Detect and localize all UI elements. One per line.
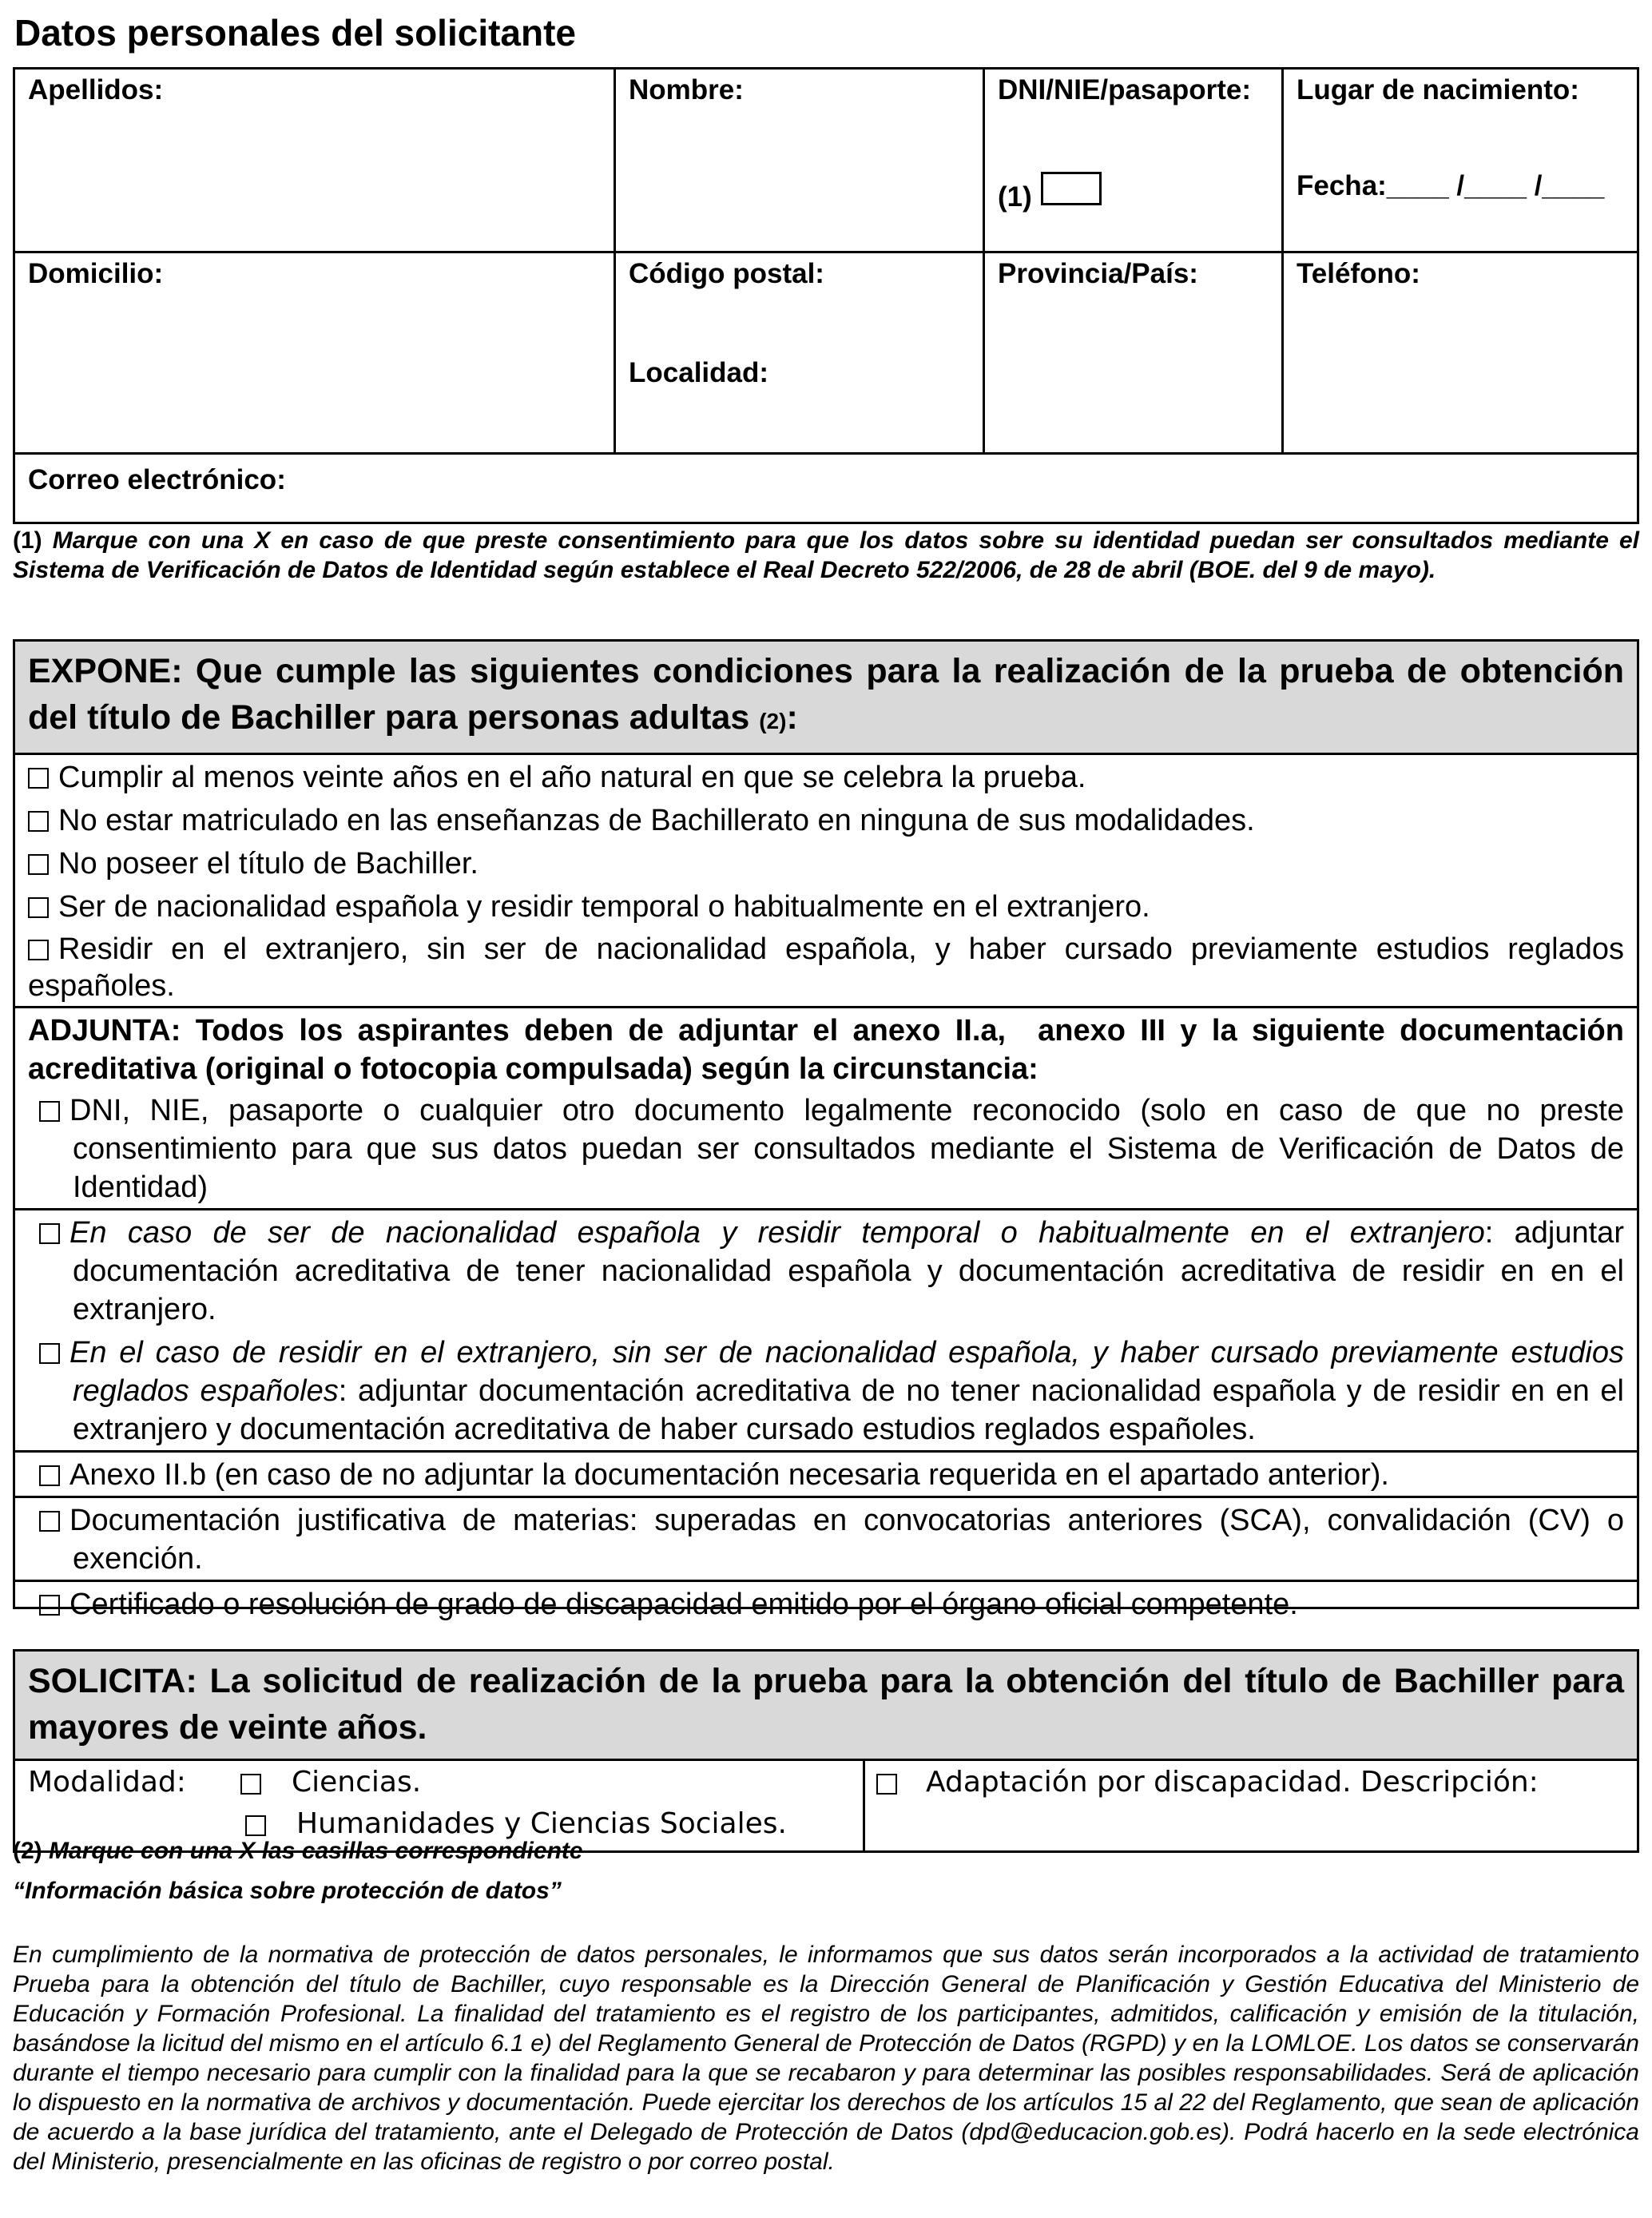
footnote-text: Marque con una X las casillas correspondiente	[49, 1838, 583, 1864]
condition-item	[15, 841, 1637, 884]
checkbox-icon[interactable]	[39, 1595, 60, 1616]
dni-label: DNI/NIE/pasaporte:	[998, 74, 1251, 105]
footnote-text: Marque con una X en caso de que preste consentimiento para que los datos sobre su identidad puedan ser consultados mediante el Sistema de Verificación de Datos de Identidad según establece el Real Decreto 522/2006, de 28 de abril (BOE. del 9 de mayo).	[13, 527, 1639, 583]
nombre-field[interactable]	[616, 70, 985, 253]
nacimiento-field[interactable]	[1284, 70, 1637, 253]
personal-data-table	[13, 67, 1639, 524]
provincia-label: Provincia/País:	[998, 258, 1198, 289]
document-item	[15, 1453, 1637, 1498]
document-text: Documentación justificativa de materias: superadas en convocatorias anteriores (SCA), convalidación (CV) o exención.	[69, 1504, 1624, 1576]
condition-text: Ser de nacionalidad española y residir temporal o habitualmente en el extranjero.	[58, 890, 1150, 924]
apellidos-field[interactable]	[15, 70, 616, 253]
condition-item	[15, 798, 1637, 841]
condition-item	[15, 755, 1637, 798]
checkbox-icon[interactable]	[876, 1774, 897, 1795]
privacy-text: En cumplimiento de la normativa de protección de datos personales, le informamos que sus datos serán incorporados a la actividad de tratamiento Prueba para la obtención del título de Bachiller, cuyo responsable es la Dirección General de Planificación y Gestión Educativa del Ministerio de Educación y Formación Profesional. La finalidad del tratamiento es el registro de los participantes, admitidos, calificación y emisión de la titulación, basándose la licitud del mismo en el artículo 6.1 e) del Reglamento General de Protección de Datos (RGPD) y en la LOMLOE. Los datos se conservarán durante el tiempo necesario para cumplir con la finalidad para la que se recabaron y para determinar las posibles responsabilidades. Será de aplicación lo dispuesto en la normativa de archivos y documentación. Puede ejercitar los derechos de los artículos 15 al 22 del Reglamento, que sean de aplicación de acuerdo a la base jurídica del tratamiento, ante el Delegado de Protección de Datos (dpd@educacion.gob.es). Podrá hacerlo en la sede electrónica del Ministerio, presencialmente en las oficinas de registro o por correo postal.	[13, 1942, 1639, 2175]
localidad-label: Localidad:	[629, 357, 769, 388]
document-text: DNI, NIE, pasaporte o cualquier otro documento legalmente reconocido (solo en caso de que no preste consentimiento para que sus datos puedan ser consultados mediante el Sistema de Verificación de Datos de Identidad)	[69, 1094, 1624, 1204]
expone-heading-end: :	[786, 698, 798, 737]
document-text: : adjuntar documentación acreditativa de no tener nacionalidad española y de residir en en el extranjero y documentación acreditativa de haber cursado estudios reglados españoles.	[73, 1374, 1624, 1446]
document-item	[15, 1582, 1637, 1625]
checkbox-icon[interactable]	[28, 811, 49, 832]
option-adaptacion[interactable]: Adaptación por discapacidad. Descripción:	[926, 1766, 1539, 1799]
footnote-mark: (2)	[13, 1838, 42, 1864]
codigo-postal-field[interactable]	[616, 253, 985, 455]
solicita-box	[13, 1649, 1639, 1853]
condition-item	[15, 928, 1637, 1008]
checkbox-icon[interactable]	[39, 1343, 60, 1364]
privacy-title: “Información básica sobre protección de datos”	[13, 1878, 562, 1904]
dni-field[interactable]	[985, 70, 1284, 253]
condition-text: No estar matriculado en las enseñanzas de Bachillerato en ninguna de sus modalidades.	[58, 804, 1255, 837]
checkbox-icon[interactable]	[28, 854, 49, 875]
checkbox-icon[interactable]	[39, 1465, 60, 1486]
condition-item	[15, 884, 1637, 928]
checkbox-icon[interactable]	[39, 1223, 60, 1244]
document-text-italic: En caso de ser de nacionalidad española y residir temporal o habitualmente en el extranjero	[69, 1216, 1485, 1250]
document-text: Anexo II.b (en caso de no adjuntar la documentación necesaria requerida en el apartado anterior).	[69, 1458, 1389, 1492]
domicilio-field[interactable]	[15, 253, 616, 455]
nombre-label: Nombre:	[629, 74, 744, 105]
correo-field[interactable]	[15, 455, 1637, 522]
apellidos-label: Apellidos:	[28, 74, 164, 105]
lugar-nacimiento-label: Lugar de nacimiento:	[1297, 74, 1579, 105]
footnote-checkboxes	[13, 1836, 1639, 1866]
option-humanidades[interactable]: Humanidades y Ciencias Sociales.	[296, 1807, 787, 1840]
adjunta-heading-part2: anexo III y la siguiente documentación acreditativa (original o fotocopia compulsada) según la circunstancia:	[28, 1014, 1624, 1086]
footnote-mark: (1)	[13, 527, 42, 554]
option-ciencias[interactable]: Ciencias.	[292, 1766, 422, 1799]
document-text: : adjuntar documentación acreditativa de tener nacionalidad española y documentación acreditativa de residir en en el extranjero.	[73, 1216, 1624, 1326]
expone-heading-note: (2)	[759, 709, 787, 733]
checkbox-icon[interactable]	[28, 897, 49, 918]
document-item	[15, 1088, 1637, 1210]
checkbox-icon[interactable]	[28, 768, 49, 789]
modalidad-label: Modalidad:	[28, 1766, 186, 1799]
section-title: Datos personales del solicitante	[14, 12, 577, 54]
checkbox-icon[interactable]	[245, 1815, 266, 1836]
document-text: Certificado o resolución de grado de discapacidad emitido por el órgano oficial competente.	[69, 1588, 1298, 1621]
document-item	[15, 1210, 1637, 1330]
adjunta-heading-part1: ADJUNTA: Todos los aspirantes deben de adjuntar el anexo II.a,	[28, 1014, 1007, 1047]
condition-text: Residir en el extranjero, sin ser de nacionalidad española, y haber cursado previamente estudios reglados españoles.	[28, 932, 1624, 1003]
checkbox-icon[interactable]	[240, 1774, 261, 1795]
correo-label: Correo electrónico:	[28, 464, 286, 495]
document-item	[15, 1498, 1637, 1582]
expone-box	[13, 639, 1639, 1621]
condition-text: No poseer el título de Bachiller.	[58, 847, 479, 880]
provincia-field[interactable]	[985, 253, 1284, 455]
expone-heading	[15, 642, 1637, 755]
domicilio-label: Domicilio:	[28, 258, 164, 289]
codigo-postal-label: Código postal:	[629, 258, 824, 289]
checkbox-icon[interactable]	[28, 940, 49, 960]
document-item	[15, 1330, 1637, 1453]
fecha-label: Fecha:____ /____ /____	[1297, 170, 1605, 201]
telefono-field[interactable]	[1284, 253, 1637, 455]
adjunta-heading	[15, 1008, 1637, 1088]
telefono-label: Teléfono:	[1297, 258, 1420, 289]
checkbox-icon[interactable]	[39, 1101, 60, 1122]
dni-footnote-mark: (1)	[998, 181, 1032, 213]
document-text-italic: En el caso de residir en el extranjero, sin ser de nacionalidad española, y haber cursado previamente estudios reglados españoles	[69, 1336, 1624, 1408]
consent-checkbox[interactable]	[1041, 172, 1102, 205]
condition-text: Cumplir al menos veinte años en el año natural en que se celebra la prueba.	[58, 761, 1086, 794]
solicita-heading: SOLICITA: La solicitud de realización de la prueba para la obtención del título de Bachiller para mayores de veinte años.	[15, 1652, 1637, 1761]
footnote-consent	[13, 526, 1639, 585]
expone-heading-text: EXPONE: Que cumple las siguientes condiciones para la realización de la prueba de obtención del título de Bachiller para personas adultas	[28, 652, 1624, 737]
checkbox-icon[interactable]	[39, 1511, 60, 1532]
